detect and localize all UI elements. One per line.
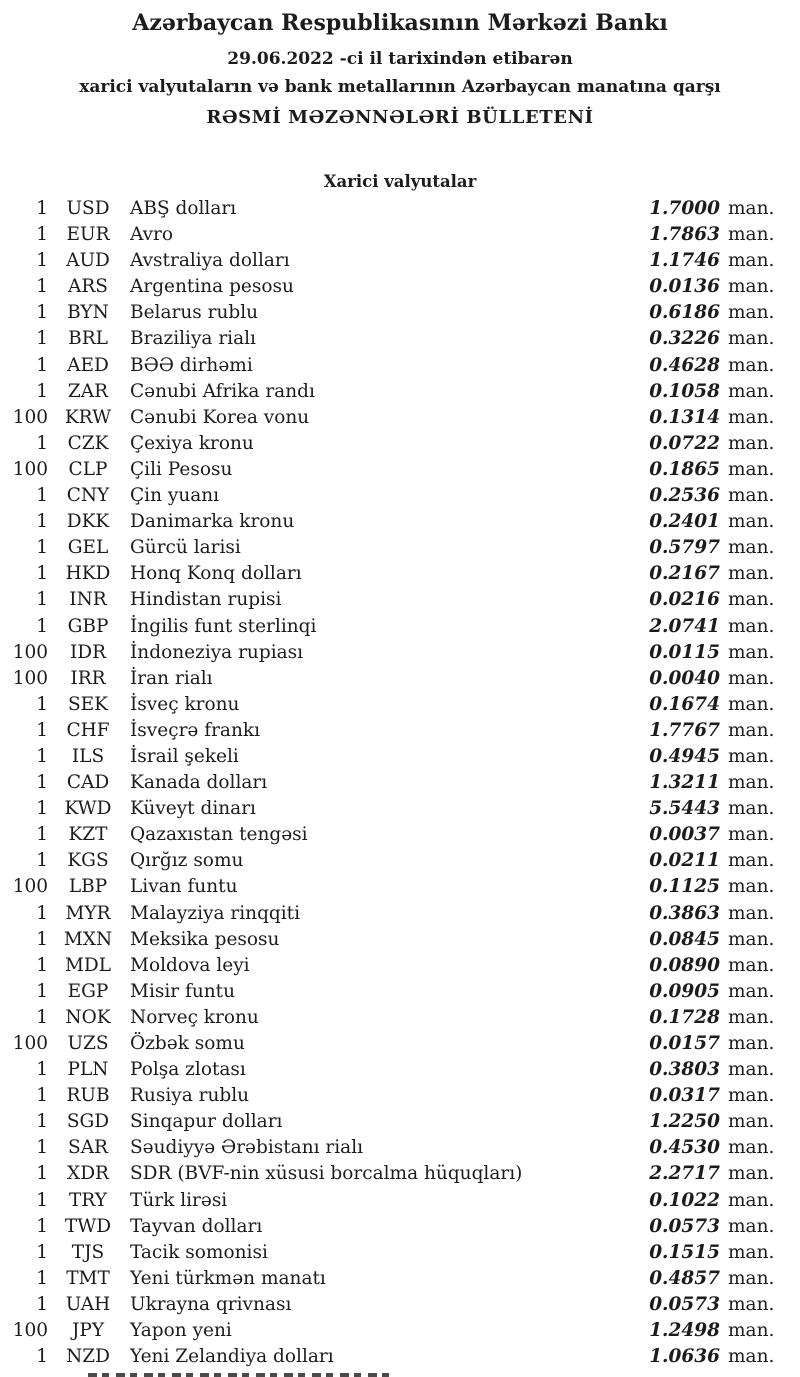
currency-name-cell: SDR (BVF-nin xüsusi borcalma hüquqları) <box>130 1163 523 1185</box>
currency-code-cell: ARS <box>68 276 108 298</box>
unit-cell: man. <box>728 302 775 324</box>
quantity-cell: 1 <box>36 954 48 976</box>
rate-value-cell: 0.1728 <box>649 1006 720 1028</box>
unit-cell: man. <box>728 354 775 376</box>
quantity-cell: 1 <box>36 1111 48 1133</box>
rate-row <box>0 587 800 613</box>
rate-value-cell: 0.1058 <box>649 380 720 402</box>
currency-name-cell: Qırğız somu <box>130 850 244 872</box>
unit-cell: man. <box>728 1215 775 1237</box>
currency-code-cell: CHF <box>66 719 110 741</box>
unit-cell: man. <box>728 954 775 976</box>
rate-value-cell: 0.4945 <box>649 745 720 767</box>
currency-name-cell: Türk lirəsi <box>130 1189 228 1211</box>
rate-value-cell: 0.0722 <box>649 432 720 454</box>
effective-date-line: 29.06.2022 -ci il tarixindən etibarən <box>227 49 573 69</box>
currency-code-cell: IDR <box>69 641 107 663</box>
currency-code-cell: MXN <box>63 928 113 950</box>
unit-cell: man. <box>728 1267 775 1289</box>
unit-cell: man. <box>728 198 775 219</box>
rate-value-cell: 0.0573 <box>649 1293 720 1315</box>
currency-name-cell: BƏƏ dirhəmi <box>130 354 253 376</box>
rate-value-cell: 0.3226 <box>649 328 720 350</box>
unit-cell: man. <box>728 328 775 350</box>
unit-cell: man. <box>728 772 775 794</box>
currency-name-cell: Avro <box>130 224 174 246</box>
quantity-cell: 1 <box>36 824 48 846</box>
quantity-cell: 1 <box>36 1267 48 1289</box>
unit-cell: man. <box>728 563 775 585</box>
quantity-cell: 1 <box>36 511 48 533</box>
quantity-cell: 1 <box>36 1006 48 1028</box>
currency-name-cell: Ukrayna qrivnası <box>130 1293 292 1315</box>
unit-cell: man. <box>728 485 775 507</box>
rate-value-cell: 1.0636 <box>649 1346 720 1368</box>
currency-name-cell: Çili Pesosu <box>130 458 233 480</box>
currency-name-cell: Küveyt dinarı <box>130 798 256 820</box>
quantity-cell: 100 <box>12 1320 48 1342</box>
bank-title: Azərbaycan Respublikasının Mərkəzi Bankı <box>132 10 668 36</box>
rate-value-cell: 1.7767 <box>649 719 720 741</box>
currency-code-cell: PLN <box>67 1059 109 1081</box>
currency-code-cell: TWD <box>64 1215 112 1237</box>
currency-name-cell: Livan funtu <box>130 876 238 898</box>
currency-name-cell: Honq Konq dolları <box>130 563 302 585</box>
currency-name-cell: İsrail şekeli <box>130 745 239 767</box>
currency-name-cell: Yeni Zelandiya dolları <box>130 1346 334 1368</box>
rate-value-cell: 0.0157 <box>649 1033 720 1054</box>
rate-value-cell: 0.1515 <box>649 1241 720 1263</box>
rate-row <box>0 379 800 405</box>
currency-code-cell: CLP <box>68 458 108 480</box>
rate-row <box>0 561 800 587</box>
quantity-cell: 1 <box>36 693 48 715</box>
currency-code-cell: SAR <box>68 1137 108 1159</box>
quantity-cell: 1 <box>36 1163 48 1185</box>
rate-row <box>0 901 800 927</box>
unit-cell: man. <box>728 589 775 611</box>
quantity-cell: 1 <box>36 485 48 507</box>
rate-row <box>0 509 800 535</box>
rate-value-cell: 0.0115 <box>649 641 720 663</box>
unit-cell: man. <box>728 1033 775 1054</box>
unit-cell: man. <box>728 693 775 715</box>
currency-name-cell: Qazaxıstan tengəsi <box>130 824 308 846</box>
quantity-cell: 1 <box>36 224 48 246</box>
unit-cell: man. <box>728 276 775 298</box>
rate-value-cell: 0.0845 <box>649 928 720 950</box>
rate-value-cell: 0.3863 <box>649 902 720 924</box>
rate-value-cell: 0.1314 <box>649 406 720 428</box>
rate-row <box>0 431 800 457</box>
rate-value-cell: 1.3211 <box>649 772 720 794</box>
currency-code-cell: ZAR <box>67 380 109 402</box>
currency-code-cell: DKK <box>66 511 110 533</box>
currency-code-cell: INR <box>69 589 107 611</box>
currency-code-cell: LBP <box>68 876 108 898</box>
quantity-cell: 1 <box>36 719 48 741</box>
rate-value-cell: 0.2167 <box>649 563 720 585</box>
rates-table <box>0 196 800 1370</box>
rate-row <box>0 1292 800 1318</box>
rate-value-cell: 0.0211 <box>649 850 720 872</box>
currency-name-cell: Yapon yeni <box>130 1320 232 1342</box>
unit-cell: man. <box>728 406 775 428</box>
rate-row <box>0 300 800 326</box>
rate-row <box>0 848 800 874</box>
currency-name-cell: İsveçrə frankı <box>130 719 260 741</box>
rate-value-cell: 0.1865 <box>649 458 720 480</box>
quantity-cell: 100 <box>12 458 48 480</box>
currency-name-cell: Çin yuanı <box>130 485 220 507</box>
unit-cell: man. <box>728 928 775 950</box>
quantity-cell: 100 <box>12 406 48 428</box>
rate-row <box>0 1135 800 1161</box>
unit-cell: man. <box>728 1085 775 1107</box>
quantity-cell: 1 <box>36 537 48 559</box>
rate-row <box>0 405 800 431</box>
rate-row <box>0 718 800 744</box>
unit-cell: man. <box>728 458 775 480</box>
currency-code-cell: BRL <box>68 328 108 350</box>
currency-name-cell: Özbək somu <box>130 1033 245 1054</box>
rate-value-cell: 0.1674 <box>649 693 720 715</box>
unit-cell: man. <box>728 876 775 898</box>
currency-name-cell: Tacik somonisi <box>130 1241 268 1263</box>
unit-cell: man. <box>728 902 775 924</box>
rate-row <box>0 666 800 692</box>
quantity-cell: 1 <box>36 276 48 298</box>
currency-code-cell: GEL <box>67 537 109 559</box>
rate-value-cell: 0.0216 <box>649 589 720 611</box>
bulletin-title: RƏSMİ MƏZƏNNƏLƏRİ BÜLLETENİ <box>206 107 594 128</box>
unit-cell: man. <box>728 250 775 272</box>
unit-cell: man. <box>728 798 775 820</box>
quantity-cell: 1 <box>36 928 48 950</box>
currency-code-cell: BYN <box>67 302 109 324</box>
unit-cell: man. <box>728 1189 775 1211</box>
currency-code-cell: KWD <box>64 798 112 820</box>
quantity-cell: 1 <box>36 198 48 219</box>
rate-row <box>0 326 800 352</box>
rate-value-cell: 0.0890 <box>649 954 720 976</box>
currency-code-cell: MYR <box>65 902 111 924</box>
quantity-cell: 1 <box>36 772 48 794</box>
currency-code-cell: IRR <box>70 667 106 689</box>
rate-row <box>0 248 800 274</box>
currency-name-cell: İndoneziya rupiası <box>130 641 304 663</box>
unit-cell: man. <box>728 1137 775 1159</box>
rate-value-cell: 0.2401 <box>649 511 720 533</box>
unit-cell: man. <box>728 745 775 767</box>
rate-value-cell: 2.0741 <box>649 615 720 637</box>
currency-name-cell: Malayziya rinqqiti <box>130 902 301 924</box>
quantity-cell: 100 <box>12 641 48 663</box>
quantity-cell: 1 <box>36 328 48 350</box>
quantity-cell: 1 <box>36 1215 48 1237</box>
quantity-cell: 1 <box>36 902 48 924</box>
quantity-cell: 1 <box>36 432 48 454</box>
quantity-cell: 1 <box>36 1241 48 1263</box>
quantity-cell: 1 <box>36 589 48 611</box>
currency-code-cell: NZD <box>66 1346 110 1368</box>
currency-name-cell: Gürcü larisi <box>130 537 241 559</box>
currency-name-cell: Moldova leyi <box>130 954 250 976</box>
unit-cell: man. <box>728 1241 775 1263</box>
quantity-cell: 1 <box>36 745 48 767</box>
unit-cell: man. <box>728 511 775 533</box>
quantity-cell: 100 <box>12 876 48 898</box>
rate-value-cell: 1.2250 <box>649 1111 720 1133</box>
unit-cell: man. <box>728 1320 775 1342</box>
currency-code-cell: TMT <box>66 1267 110 1289</box>
rate-row <box>0 457 800 483</box>
currency-code-cell: AUD <box>66 250 110 272</box>
rate-value-cell: 0.4628 <box>649 354 720 376</box>
currency-code-cell: EUR <box>66 224 110 246</box>
rate-value-cell: 0.2536 <box>649 485 720 507</box>
quantity-cell: 1 <box>36 615 48 637</box>
currency-code-cell: ILS <box>71 745 105 767</box>
currency-name-cell: Cənubi Korea vonu <box>130 406 310 428</box>
currency-code-cell: NOK <box>65 1006 111 1028</box>
currency-name-cell: Sinqapur dolları <box>130 1111 283 1133</box>
unit-cell: man. <box>728 537 775 559</box>
currency-code-cell: CAD <box>66 772 110 794</box>
currency-name-cell: Rusiya rublu <box>130 1085 250 1107</box>
currency-code-cell: CNY <box>66 485 110 507</box>
section-title-foreign-currencies: Xarici valyutalar <box>323 172 477 191</box>
currency-code-cell: MDL <box>64 954 112 976</box>
rate-row <box>0 770 800 796</box>
unit-cell: man. <box>728 224 775 246</box>
unit-cell: man. <box>728 1346 775 1368</box>
rate-value-cell: 0.3803 <box>649 1059 720 1081</box>
unit-cell: man. <box>728 1111 775 1133</box>
rate-value-cell: 0.5797 <box>649 537 720 559</box>
rate-row <box>0 1188 800 1214</box>
rate-value-cell: 5.5443 <box>649 798 720 820</box>
currency-name-cell: Kanada dolları <box>130 772 268 794</box>
subject-line: xarici valyutaların və bank metallarının Azərbaycan manatına qarşı <box>79 77 721 97</box>
currency-name-cell: Tayvan dolları <box>130 1215 263 1237</box>
unit-cell: man. <box>728 1163 775 1185</box>
quantity-cell: 1 <box>36 250 48 272</box>
rate-row <box>0 979 800 1005</box>
currency-name-cell: Danimarka kronu <box>130 511 295 533</box>
rate-value-cell: 0.0136 <box>649 276 720 298</box>
unit-cell: man. <box>728 432 775 454</box>
quantity-cell: 1 <box>36 1085 48 1107</box>
currency-code-cell: UZS <box>67 1033 109 1054</box>
unit-cell: man. <box>728 641 775 663</box>
currency-code-cell: USD <box>66 198 110 219</box>
currency-code-cell: KZT <box>68 824 108 846</box>
currency-name-cell: Çexiya kronu <box>130 432 254 454</box>
currency-name-cell: Polşa zlotası <box>130 1059 246 1081</box>
rate-row <box>0 1109 800 1135</box>
currency-name-cell: Yeni türkmən manatı <box>130 1267 326 1289</box>
rate-row <box>0 353 800 379</box>
rate-value-cell: 1.7863 <box>649 224 720 246</box>
currency-name-cell: İngilis funt sterlinqi <box>130 615 317 637</box>
currency-code-cell: HKD <box>65 563 111 585</box>
rate-row <box>0 1083 800 1109</box>
unit-cell: man. <box>728 719 775 741</box>
unit-cell: man. <box>728 1006 775 1028</box>
rate-value-cell: 1.2498 <box>649 1320 720 1342</box>
currency-name-cell: Argentina pesosu <box>130 276 294 298</box>
rate-row <box>0 1161 800 1187</box>
quantity-cell: 1 <box>36 1346 48 1368</box>
quantity-cell: 1 <box>36 1137 48 1159</box>
rate-value-cell: 2.2717 <box>649 1163 720 1185</box>
rate-value-cell: 1.7000 <box>649 198 720 219</box>
currency-name-cell: Norveç kronu <box>130 1006 259 1028</box>
currency-code-cell: CZK <box>67 432 109 454</box>
unit-cell: man. <box>728 1059 775 1081</box>
rate-value-cell: 0.4530 <box>649 1137 720 1159</box>
currency-code-cell: RUB <box>66 1085 110 1107</box>
rate-row <box>0 953 800 979</box>
rate-row <box>0 1031 800 1057</box>
quantity-cell: 100 <box>12 667 48 689</box>
currency-code-cell: KGS <box>67 850 109 872</box>
currency-code-cell: TJS <box>71 1241 105 1263</box>
unit-cell: man. <box>728 667 775 689</box>
rate-value-cell: 0.0573 <box>649 1215 720 1237</box>
unit-cell: man. <box>728 615 775 637</box>
rate-row <box>0 744 800 770</box>
rate-row <box>0 874 800 900</box>
rate-value-cell: 0.0040 <box>649 667 720 689</box>
currency-name-cell: ABŞ dolları <box>130 198 237 219</box>
unit-cell: man. <box>728 824 775 846</box>
rate-row <box>0 1344 800 1370</box>
currency-code-cell: SEK <box>68 693 108 715</box>
quantity-cell: 1 <box>36 1189 48 1211</box>
rate-value-cell: 0.1022 <box>649 1189 720 1211</box>
rate-row <box>0 927 800 953</box>
quantity-cell: 1 <box>36 1059 48 1081</box>
quantity-cell: 1 <box>36 354 48 376</box>
unit-cell: man. <box>728 380 775 402</box>
currency-code-cell: SGD <box>66 1111 110 1133</box>
currency-code-cell: AED <box>67 354 109 376</box>
quantity-cell: 1 <box>36 563 48 585</box>
rate-row <box>0 535 800 561</box>
currency-name-cell: Meksika pesosu <box>130 928 280 950</box>
currency-name-cell: Avstraliya dolları <box>130 250 290 272</box>
quantity-cell: 1 <box>36 850 48 872</box>
rate-row <box>0 1005 800 1031</box>
rate-row <box>0 222 800 248</box>
rate-value-cell: 1.1746 <box>649 250 720 272</box>
rate-value-cell: 0.6186 <box>649 302 720 324</box>
currency-name-cell: Hindistan rupisi <box>130 589 282 611</box>
currency-code-cell: EGP <box>67 980 109 1002</box>
rate-value-cell: 0.4857 <box>649 1267 720 1289</box>
quantity-cell: 100 <box>12 1033 48 1054</box>
rate-value-cell: 0.1125 <box>649 876 720 898</box>
currency-code-cell: KRW <box>64 406 112 428</box>
quantity-cell: 1 <box>36 380 48 402</box>
rate-value-cell: 0.0317 <box>649 1085 720 1107</box>
currency-name-cell: Braziliya rialı <box>130 328 256 350</box>
quantity-cell: 1 <box>36 1293 48 1315</box>
currency-code-cell: XDR <box>67 1163 109 1185</box>
rate-row <box>0 1057 800 1083</box>
quantity-cell: 1 <box>36 798 48 820</box>
rate-row <box>0 1214 800 1240</box>
rate-row <box>0 483 800 509</box>
currency-name-cell: İsveç kronu <box>130 693 240 715</box>
currency-code-cell: UAH <box>65 1293 111 1315</box>
rate-row <box>0 196 800 222</box>
currency-name-cell: Misir funtu <box>130 980 236 1002</box>
currency-name-cell: Səudiyyə Ərəbistanı rialı <box>130 1137 364 1159</box>
currency-code-cell: GBP <box>67 615 109 637</box>
currency-code-cell: TRY <box>69 1189 107 1211</box>
rate-row <box>0 822 800 848</box>
currency-code-cell: JPY <box>71 1320 105 1342</box>
rate-row <box>0 1266 800 1292</box>
rate-row <box>0 614 800 640</box>
cropped-next-row-fragment <box>88 1373 390 1377</box>
quantity-cell: 1 <box>36 980 48 1002</box>
rate-row <box>0 640 800 666</box>
unit-cell: man. <box>728 1293 775 1315</box>
rate-row <box>0 1318 800 1344</box>
quantity-cell: 1 <box>36 302 48 324</box>
unit-cell: man. <box>728 850 775 872</box>
rate-value-cell: 0.0037 <box>649 824 720 846</box>
rate-value-cell: 0.0905 <box>649 980 720 1002</box>
unit-cell: man. <box>728 980 775 1002</box>
rate-row <box>0 1240 800 1266</box>
rate-row <box>0 796 800 822</box>
rate-row <box>0 274 800 300</box>
rate-row <box>0 692 800 718</box>
currency-name-cell: İran rialı <box>130 667 213 689</box>
currency-name-cell: Cənubi Afrika randı <box>130 380 315 402</box>
currency-name-cell: Belarus rublu <box>130 302 259 324</box>
